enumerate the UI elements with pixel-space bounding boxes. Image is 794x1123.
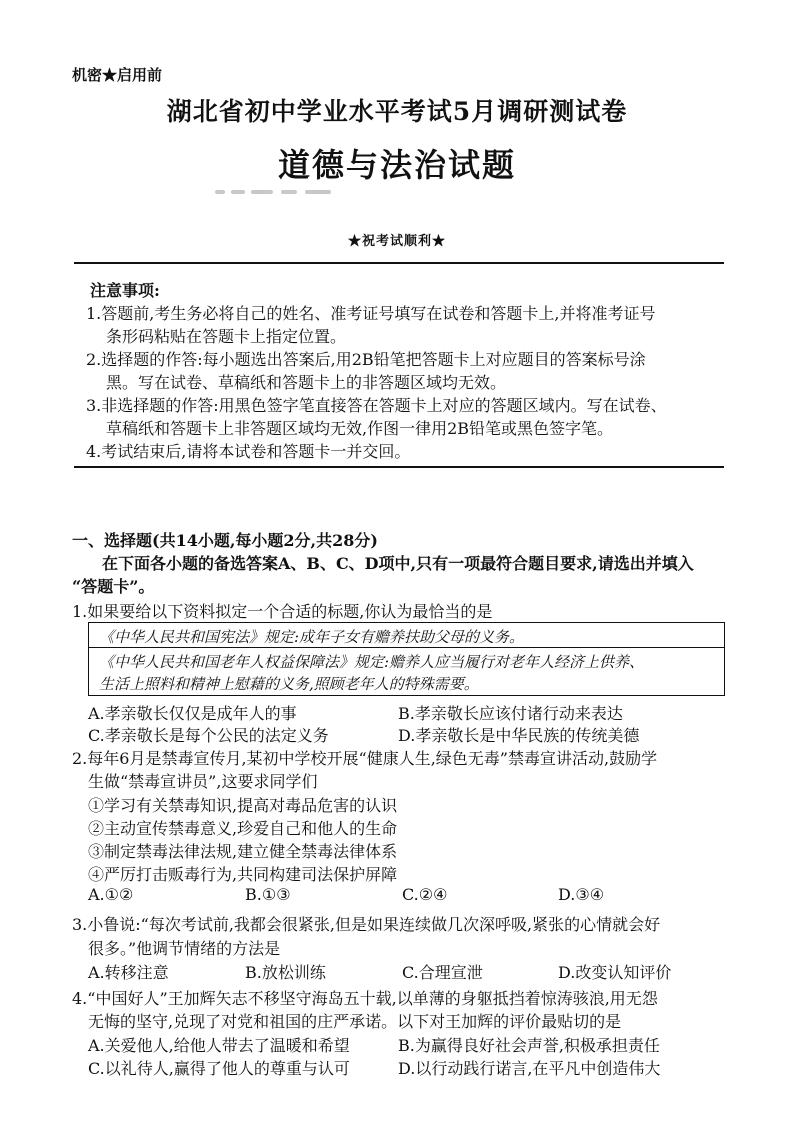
- q3-option-c: C.合理宣泄: [402, 963, 483, 982]
- q2-option-b: B.①③: [245, 885, 291, 904]
- material-divider: [89, 647, 724, 648]
- section-instruction: 在下面各小题的备选答案A、B、C、D项中,只有一项最符合题目要求,请选出并填入: [102, 554, 694, 573]
- q1-option-c: C.孝亲敬长是每个公民的法定义务: [88, 726, 329, 745]
- material-line: 《中华人民共和国老年人权益保障法》规定:赡养人应当履行对老年人经济上供养、: [99, 653, 645, 671]
- question-2-stem: 2.每年6月是禁毒宣传月,某初中学校开展“健康人生,绿色无毒”禁毒宣讲活动,鼓励学: [72, 749, 658, 768]
- q2-option-d: D.③④: [558, 885, 605, 904]
- notice-item: 2.选择题的作答:每小题选出答案后,用2B铅笔把答题卡上对应题目的答案标号涂: [86, 350, 646, 369]
- notice-item: 1.答题前,考生务必将自己的姓名、准考证号填写在试卷和答题卡上,并将准考证号: [86, 304, 656, 323]
- notice-item: 条形码粘贴在答题卡上指定位置。: [106, 327, 347, 346]
- q2-statement: ④严厉打击贩毒行为,共同构建司法保护屏障: [88, 865, 398, 884]
- notice-item: 草稿纸和答题卡上非答题区域均无效,作图一律用2B铅笔或黑色签字笔。: [106, 419, 614, 438]
- q4-option-d: D.以行动践行诺言,在平凡中创造伟大: [398, 1059, 661, 1078]
- blessing-line: ★祝考试顺利★: [347, 234, 446, 249]
- q4-option-c: C.以礼待人,赢得了他人的尊重与认可: [88, 1059, 350, 1078]
- notice-item: 3.非选择题的作答:用黑色签字笔直接答在答题卡上对应的答题区域内。写在试卷、: [86, 396, 667, 415]
- q3-option-a: A.转移注意: [88, 963, 169, 982]
- section-instruction-cont: “答题卡”。: [72, 577, 155, 596]
- question-3-stem: 3.小鲁说:“每次考试前,我都会很紧张,但是如果连续做几次深呼吸,紧张的心情就会好: [72, 915, 661, 934]
- q2-option-a: A.①②: [88, 885, 134, 904]
- q4-option-b: B.为赢得良好社会声誉,积极承担责任: [398, 1036, 660, 1055]
- notice-item: 黑。写在试卷、草稿纸和答题卡上的非答题区域均无效。: [106, 373, 507, 392]
- faded-print-mark: [215, 188, 333, 196]
- question-1-material-box: [88, 622, 725, 696]
- top-divider: [74, 262, 724, 264]
- q2-statement: ②主动宣传禁毒意义,珍爱自己和他人的生命: [88, 819, 398, 838]
- question-1-stem: 1.如果要给以下资料拟定一个合适的标题,你认为最恰当的是: [72, 602, 493, 621]
- exam-title: 湖北省初中学业水平考试5月调研测试卷: [166, 97, 628, 126]
- q2-statement: ③制定禁毒法律法规,建立健全禁毒法律体系: [88, 842, 398, 861]
- q2-option-c: C.②④: [402, 885, 448, 904]
- q2-statement: ①学习有关禁毒知识,提高对毒品危害的认识: [88, 796, 398, 815]
- notice-list: [86, 302, 716, 463]
- q4-option-a: A.关爱他人,给他人带去了温暖和希望: [88, 1036, 350, 1055]
- question-3-stem-cont: 很多。”他调节情绪的方法是: [88, 939, 281, 958]
- subject-title: 道德与法治试题: [277, 146, 516, 184]
- notice-title: 注意事项:: [90, 281, 160, 300]
- q1-option-b: B.孝亲敬长应该付诸行动来表达: [398, 704, 623, 723]
- material-line: 生活上照料和精神上慰藉的义务,照顾老年人的特殊需要。: [99, 675, 479, 693]
- notice-item: 4.考试结束后,请将本试卷和答题卡一并交回。: [86, 442, 411, 461]
- question-4-stem: 4.“中国好人”王加辉矢志不移坚守海岛五十载,以单薄的身躯抵挡着惊涛骇浪,用无怨: [72, 989, 658, 1008]
- q3-option-b: B.放松训练: [245, 963, 326, 982]
- q3-option-d: D.改变认知评价: [558, 963, 672, 982]
- question-4-stem-cont: 无悔的坚守,兑现了对党和祖国的庄严承诺。以下对王加辉的评价最贴切的是: [88, 1012, 622, 1031]
- question-2-stem-cont: 生做“禁毒宣讲员”,这要求同学们: [88, 772, 318, 791]
- section-title: 一、选择题(共14小题,每小题2分,共28分): [72, 531, 378, 550]
- q1-option-a: A.孝亲敬长仅仅是成年人的事: [88, 704, 297, 723]
- q1-option-d: D.孝亲敬长是中华民族的传统美德: [398, 726, 640, 745]
- bottom-divider: [74, 466, 724, 468]
- confidential-mark: 机密★启用前: [72, 66, 163, 84]
- material-line: 《中华人民共和国宪法》规定:成年子女有赡养扶助父母的义务。: [99, 628, 525, 646]
